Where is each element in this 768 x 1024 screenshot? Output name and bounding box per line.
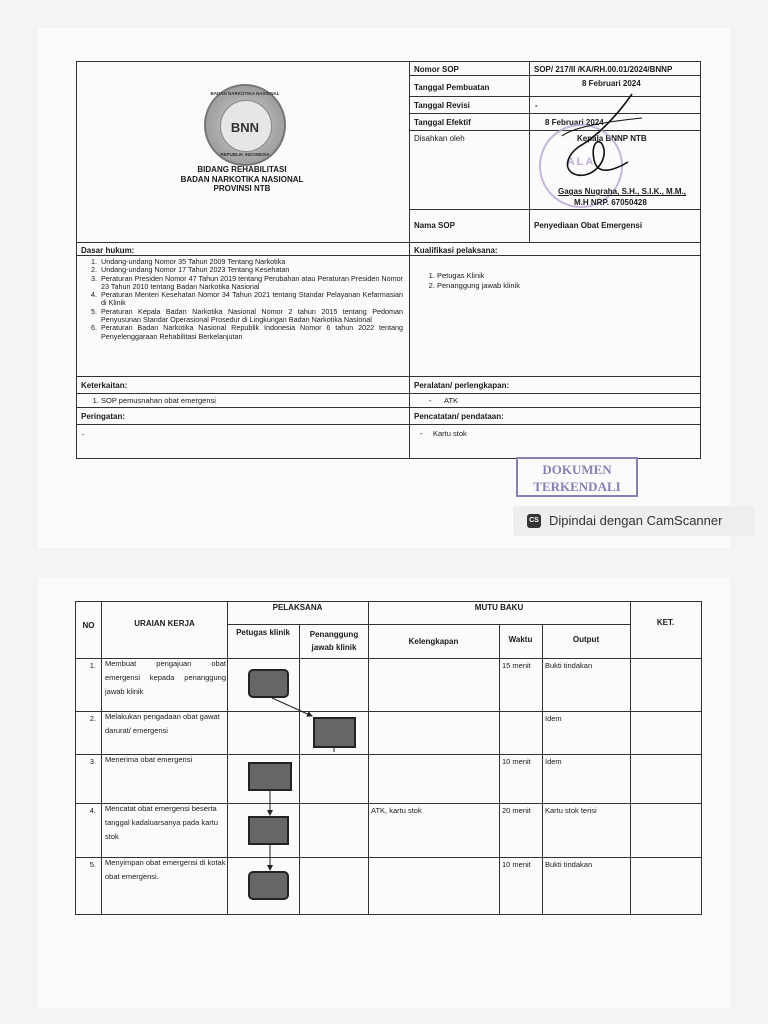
- header-petugas-klinik: Petugas klinik: [236, 628, 290, 637]
- step-output: Kartu stok terisi: [545, 806, 597, 815]
- step-output: Bukti tindakan: [545, 661, 593, 670]
- flow-arrows: [76, 602, 701, 914]
- disahkan-value: Kepala BNNP NTB: [577, 134, 647, 143]
- dasar-hukum-item: 4. Peraturan Menteri Kesehatan Nomor 34 Tahun 2021 tentang Standar Pelayanan Kefarmasian di Klinik: [99, 291, 403, 308]
- header-waktu: Waktu: [508, 635, 533, 644]
- pencatatan-item: Kartu stok: [433, 429, 467, 438]
- dasar-hukum-label: Dasar hukum:: [81, 246, 135, 255]
- disahkan-label: Disahkan oleh: [414, 134, 465, 143]
- tanggal-pembuatan-label: Tanggal Pembuatan: [414, 83, 490, 92]
- step-text: Melakukan pengadaan obat gawat darurat/ emergensi: [105, 712, 220, 735]
- tanggal-efektif-label: Tanggal Efektif: [414, 118, 471, 127]
- dasar-hukum-list: [83, 258, 403, 341]
- step-number: 1.: [89, 661, 96, 670]
- organization-name: BIDANG REHABILITASI BADAN NARKOTIKA NASIONAL PROVINSI NTB: [180, 165, 304, 193]
- signatory-name: Gagas Nugraha, S.H., S.I.K., M.M.,: [558, 187, 687, 196]
- tanggal-revisi-label: Tanggal Revisi: [414, 101, 470, 110]
- header-no: NO: [82, 621, 95, 630]
- step-output: Idem: [545, 757, 562, 766]
- procedure-table: [75, 601, 702, 915]
- step-text: Menyimpan obat emergensi di kotak obat emergensi.: [105, 858, 226, 881]
- peringatan-label: Peringatan:: [81, 412, 126, 421]
- peringatan-value: -: [82, 430, 85, 439]
- header-pelaksana: PELAKSANA: [272, 603, 323, 612]
- nama-sop-value: Penyediaan Obat Emergensi: [534, 221, 643, 230]
- dasar-hukum-item: 6. Peraturan Badan Narkotika Nasional Republik Indonesia Nomor 6 tahun 2022 tentang Penyelenggaraan Rehabilitasi Berkelanjutan: [99, 324, 403, 341]
- header-mutu-baku: MUTU BAKU: [474, 603, 524, 612]
- tanggal-pembuatan-value: 8 Februari 2024: [582, 79, 641, 88]
- nama-sop-label: Nama SOP: [414, 221, 455, 230]
- keterkaitan-item: 1. SOP pemusnahan obat emergensi: [101, 396, 401, 406]
- bnn-logo: BADAN NARKOTIKA NASIONAL BNN REPUBLIK INDONESIA: [204, 84, 286, 166]
- step-output: Bukti tindakan: [545, 860, 593, 869]
- header-kelengkapan: Kelengkapan: [408, 637, 459, 646]
- step-waktu: 15 menit: [502, 661, 531, 670]
- step-text: Mencatat obat emergensi beserta tanggal kadaluarsanya pada kartu stok: [105, 804, 218, 841]
- step-number: 3.: [89, 757, 96, 766]
- step-waktu: 10 menit: [502, 860, 531, 869]
- dasar-hukum-item: 3. Peraturan Presiden Nomor 47 Tahun 2019 tentang Perubahan atau Peraturan Presiden Nomor 23 Tahun 2010 tentang Badan Narkotika Nasional: [99, 275, 403, 292]
- kualifikasi-list: [421, 271, 697, 291]
- step-waktu: 20 menit: [502, 806, 531, 815]
- header-output: Output: [572, 635, 600, 644]
- tanggal-revisi-value: -: [535, 101, 538, 110]
- header-ket: KET.: [656, 618, 675, 627]
- sop-header-table: BADAN NARKOTIKA NASIONAL BNN REPUBLIK INDONESIA BIDANG REHABILITASI BADAN NARKOTIKA NASIONAL PROVINSI NTB Nomor SOP SOP/ 217/II /KA/RH.00.01/2024/BNNP Tanggal Pembuatan 8 Februari 2024 Tanggal Revisi - Tanggal Efektif 8 Februari 2024 Disahkan oleh Kepala BNNP NTB ALA Gagas Nugraha, S.H., S.I.K., M.M., M.H NRP. 67050428 Nama SOP Penyediaan Obat Emergensi Dasar hukum: Kualifikasi pelaksana: 1. Undang-undang Nomor 35 Tahun 2009 Tentang Narkotika 2. Undang-undang Nomor 17 Tahun 2023 Tentang Kesehatan 3. Peraturan Presiden Nomor 47 Tahun 2019 tentang Perubahan atau Peraturan Presiden Nomor 23 Tahun 2010 tentang Badan Narkotika Nasional 4. Peraturan Menteri Kesehatan Nomor 34 Tahun 2021 tentang Standar Pelayanan Kefarmasian di Klinik 5. Peraturan Kepala Badan Narkotika Nasional Nomor 2 tahun 2015 tentang Pedoman Penyusunan Standar Operasional Prosedur di Lingkungan Badan Narkotika Nasional 6. Peraturan Badan Narkotika Nasional Republik Indonesia Nomor 6 tahun 2022 tentang Penyelenggaraan Rehabilitasi Berkelanjutan 1. Petugas Klinik 2. Penanggung jawab klinik Keterkaitan: Peralatan/ perlengkapan: 1. SOP pemusnahan obat emergensi - ATK Peringatan: Pencatatan/ pendataan: - - Kartu stok: [76, 61, 701, 459]
- signatory-nrp: M.H NRP. 67050428: [574, 198, 647, 207]
- nomor-sop-label: Nomor SOP: [414, 65, 459, 74]
- kualifikasi-item: 1. Petugas Klinik: [437, 271, 697, 281]
- dokumen-terkendali-stamp: DOKUMEN TERKENDALI: [516, 457, 638, 497]
- camscanner-watermark: [513, 506, 755, 536]
- tanggal-efektif-value: 8 Februari 2024: [545, 118, 604, 127]
- pencatatan-label: Pencatatan/ pendataan:: [414, 412, 504, 421]
- dasar-hukum-item: 2. Undang-undang Nomor 17 Tahun 2023 Tentang Kesehatan: [99, 266, 403, 274]
- camscanner-icon: CS: [527, 514, 541, 528]
- keterkaitan-list: [85, 396, 401, 406]
- step-output: Idem: [545, 714, 562, 723]
- camscanner-text: Dipindai dengan CamScanner: [549, 513, 723, 528]
- step-number: 2.: [89, 714, 96, 723]
- header-penanggung-jawab: Penanggung jawab klinik: [309, 630, 359, 652]
- step-number: 5.: [89, 860, 96, 869]
- peralatan-label: Peralatan/ perlengkapan:: [414, 381, 510, 390]
- step-number: 4.: [89, 806, 96, 815]
- kualifikasi-label: Kualifikasi pelaksana:: [414, 246, 498, 255]
- nomor-sop-value: SOP/ 217/II /KA/RH.00.01/2024/BNNP: [534, 65, 673, 74]
- dasar-hukum-item: 1. Undang-undang Nomor 35 Tahun 2009 Tentang Narkotika: [99, 258, 403, 266]
- peralatan-item: ATK: [444, 396, 459, 405]
- signature-icon: [532, 76, 662, 186]
- keterkaitan-label: Keterkaitan:: [81, 381, 128, 390]
- official-stamp: ALA: [539, 124, 623, 208]
- header-uraian-kerja: URAIAN KERJA: [134, 619, 195, 628]
- kualifikasi-item: 2. Penanggung jawab klinik: [437, 281, 697, 291]
- step-kelengkapan: ATK, kartu stok: [371, 806, 422, 815]
- step-waktu: 10 menit: [502, 757, 531, 766]
- step-text: Membuat pengajuan obat emergensi kepada penanggung jawab klinik: [105, 659, 226, 696]
- dasar-hukum-item: 5. Peraturan Kepala Badan Narkotika Nasional Nomor 2 tahun 2015 tentang Pedoman Penyusunan Standar Operasional Prosedur di Lingkungan Badan Narkotika Nasional: [99, 308, 403, 325]
- step-text: Menerima obat emergensi: [105, 755, 193, 764]
